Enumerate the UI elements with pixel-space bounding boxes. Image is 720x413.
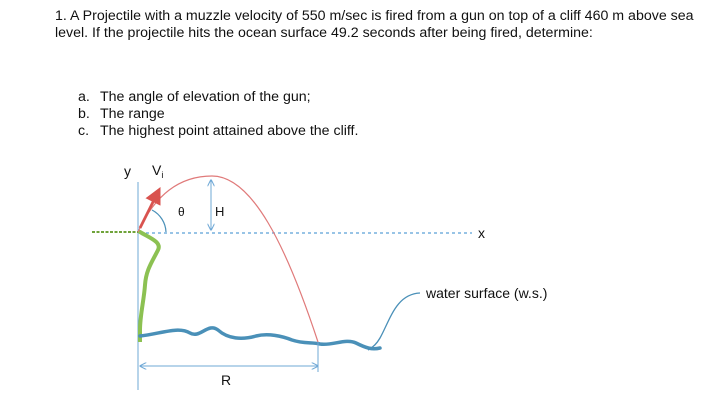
y-axis-label: y (124, 163, 131, 179)
height-label: H (215, 204, 225, 219)
trajectory-curve (138, 176, 318, 342)
angle-arc (152, 210, 166, 232)
part-b-text: The range (100, 106, 165, 122)
part-a-letter: a. (78, 89, 90, 105)
velocity-arrow (140, 190, 159, 228)
velocity-subscript: i (161, 170, 164, 180)
part-c-letter: c. (78, 123, 90, 139)
cliff-face (140, 232, 159, 340)
range-label: R (221, 372, 232, 388)
problem-body: A Projectile with a muzzle velocity of 550 m/sec is fired from a gun on top of a cliff 460 m above sea level. If the projectile hits the ocean surface 49.2 seconds after being fired, determine: (55, 8, 694, 41)
part-c-text: The highest point attained above the cliff. (100, 123, 359, 139)
water-surface (140, 328, 380, 349)
water-surface-label: water surface (w.s.) (426, 285, 548, 301)
problem-number: 1. (55, 8, 67, 24)
x-axis-label: x (478, 225, 485, 241)
velocity-label (152, 162, 163, 180)
angle-label: θ (178, 205, 185, 219)
velocity-symbol: V (152, 162, 162, 178)
part-b-letter: b. (78, 106, 90, 122)
part-a-text: The angle of elevation of the gun; (100, 89, 311, 105)
water-label-pointer (368, 293, 420, 350)
